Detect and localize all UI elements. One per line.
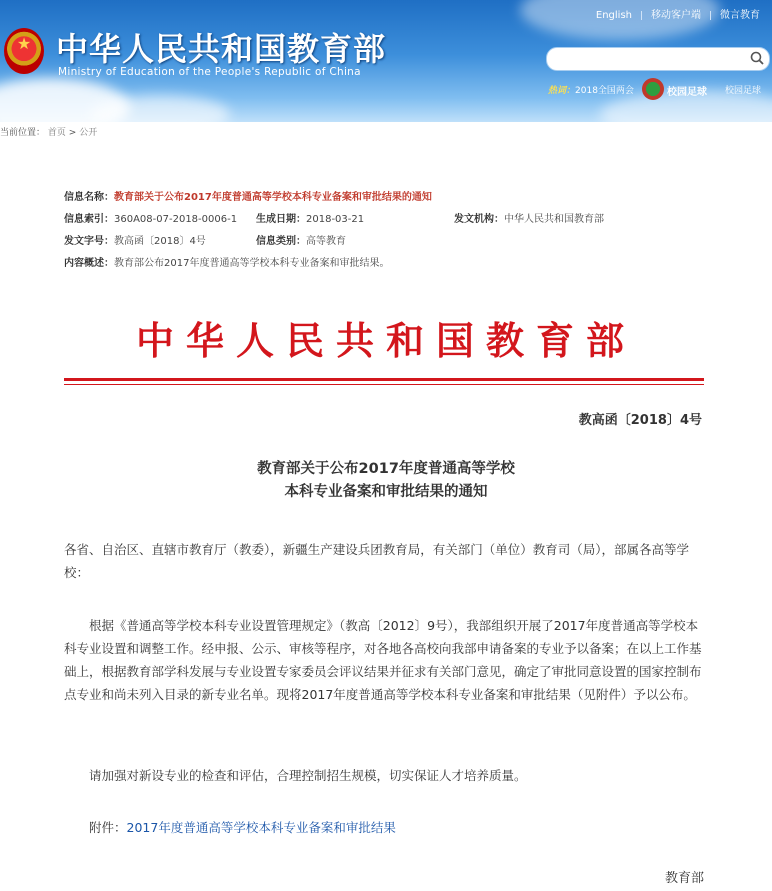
info-date-label: 生成日期： bbox=[256, 214, 306, 225]
info-row-docno bbox=[64, 232, 704, 254]
paragraph-quality: 请加强对新设专业的检查和评估，合理控制招生规模，切实保证人才培养质量。 bbox=[89, 768, 527, 783]
notice-title-line1: 教育部关于公布2017年度普通高等学校 bbox=[257, 461, 515, 477]
info-summary-value: 教育部公布2017年度普通高等学校本科专业备案和审批结果。 bbox=[114, 258, 390, 269]
site-subtitle: Ministry of Education of the People's Republic of China bbox=[58, 66, 361, 78]
top-links bbox=[596, 6, 760, 21]
info-category-label: 信息类别： bbox=[256, 236, 306, 247]
info-date-value: 2018-03-21 bbox=[306, 214, 365, 225]
info-name-value: 教育部关于公布2017年度普通高等学校本科专业备案和审批结果的通知 bbox=[114, 192, 432, 203]
site-header bbox=[0, 0, 772, 122]
attachment-label: 附件： bbox=[89, 820, 127, 835]
national-emblem-icon[interactable] bbox=[4, 28, 44, 74]
star-icon: ★ bbox=[16, 34, 32, 53]
info-row-name bbox=[64, 188, 704, 210]
breadcrumb-public[interactable]: 公开 bbox=[79, 128, 98, 138]
info-block bbox=[64, 188, 704, 276]
notice-title bbox=[0, 458, 772, 504]
campus-football-sub-link[interactable]: 校园足球 bbox=[725, 86, 762, 96]
search-icon[interactable] bbox=[749, 50, 765, 66]
site-title[interactable]: 中华人民共和国教育部 bbox=[56, 30, 387, 68]
search-input[interactable] bbox=[557, 51, 747, 69]
salutation: 各省、自治区、直辖市教育厅（教委），新疆生产建设兵团教育局，有关部门（单位）教育司（局），部属各高等学校： bbox=[64, 542, 690, 580]
info-row-index bbox=[64, 210, 704, 232]
campus-football-icon[interactable] bbox=[642, 78, 664, 100]
info-index-value: 360A08-07-2018-0006-1 bbox=[114, 214, 238, 225]
info-name-label: 信息名称： bbox=[64, 192, 114, 203]
breadcrumb-separator: > bbox=[68, 128, 77, 138]
link-english[interactable]: English bbox=[595, 10, 632, 21]
hot-words bbox=[548, 83, 634, 96]
paragraph-main: 根据《普通高等学校本科专业设置管理规定》（教高〔2012〕9号），我部组织开展了2017年度普通高等学校本科专业设置和调整工作。经申报、公示、审核等程序，对各地各高校向我部申请备案的专业予以备案；在以上工作基础上，根据教育部学科发展与专业设置专家委员会评议结果并征求有关部门意见，确定了审批同意设置的国家控制布点专业和尚未列入目录的新专业名单。现将2017年度普通高等学校本科专业备案和审批结果（见附件）予以公布。 bbox=[64, 618, 702, 702]
attachment-line bbox=[64, 816, 704, 839]
breadcrumb-home[interactable]: 首页 bbox=[47, 128, 66, 138]
notice-title-line2: 本科专业备案和审批结果的通知 bbox=[284, 484, 488, 500]
breadcrumb bbox=[0, 125, 97, 138]
info-index-label: 信息索引： bbox=[64, 214, 114, 225]
document-org-title: 中华人民共和国教育部 bbox=[135, 318, 636, 363]
link-mobile-client[interactable]: 移动客户端 bbox=[651, 10, 701, 21]
divider bbox=[710, 11, 711, 20]
search-box bbox=[546, 47, 770, 71]
info-issuer-value: 中华人民共和国教育部 bbox=[504, 214, 604, 225]
info-row-summary bbox=[64, 254, 704, 276]
hot-word-link[interactable]: 2018全国两会 bbox=[575, 86, 634, 96]
info-docno-label: 发文字号： bbox=[64, 236, 114, 247]
signature: 教育部 bbox=[664, 871, 704, 886]
info-category-value: 高等教育 bbox=[306, 236, 346, 247]
breadcrumb-prefix: 当前位置： bbox=[0, 128, 46, 138]
info-docno-value: 教高函〔2018〕4号 bbox=[114, 236, 206, 247]
red-rule-thin bbox=[64, 384, 704, 385]
campus-football-link[interactable]: 校园足球 bbox=[667, 87, 707, 98]
divider bbox=[641, 11, 642, 20]
link-weiyan[interactable]: 微言教育 bbox=[720, 10, 760, 21]
hot-words-label: 热词： bbox=[548, 86, 576, 96]
red-rule-thick bbox=[64, 378, 704, 381]
info-summary-label: 内容概述： bbox=[64, 258, 114, 269]
attachment-link[interactable]: 2017年度普通高等学校本科专业备案和审批结果 bbox=[126, 820, 396, 835]
document-number: 教高函〔2018〕4号 bbox=[578, 413, 702, 428]
info-issuer-label: 发文机构： bbox=[454, 214, 504, 225]
